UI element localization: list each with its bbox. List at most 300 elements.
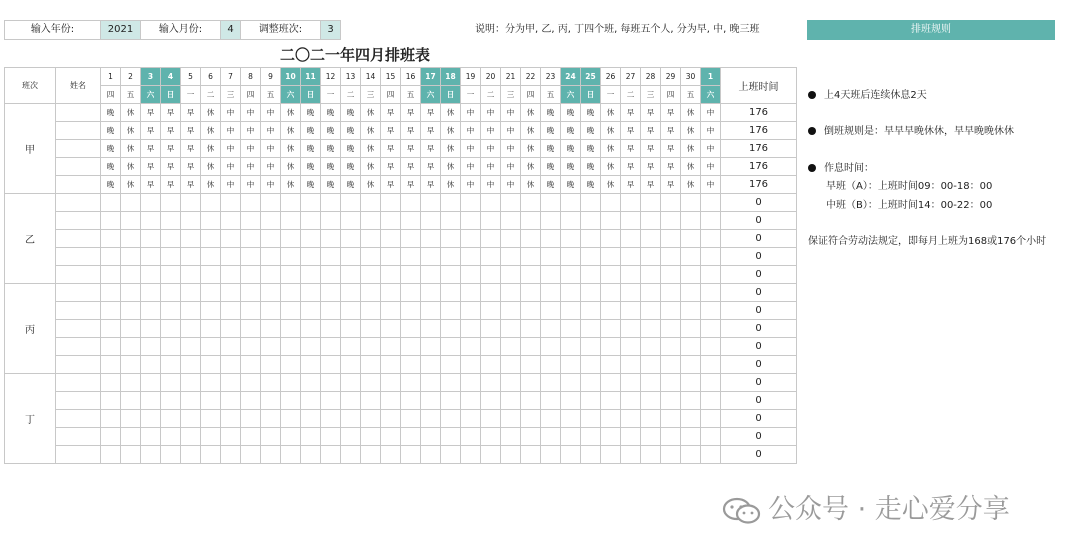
shift-cell[interactable] xyxy=(681,374,701,392)
shift-cell[interactable] xyxy=(321,410,341,428)
shift-cell[interactable] xyxy=(501,428,521,446)
shift-cell[interactable] xyxy=(381,356,401,374)
shift-cell[interactable]: 晚 xyxy=(581,158,601,176)
shift-cell[interactable]: 休 xyxy=(441,158,461,176)
shift-cell[interactable]: 早 xyxy=(141,140,161,158)
shift-cell[interactable] xyxy=(421,266,441,284)
shift-cell[interactable] xyxy=(161,266,181,284)
shift-cell[interactable] xyxy=(441,410,461,428)
shift-cell[interactable] xyxy=(161,212,181,230)
shift-cell[interactable] xyxy=(121,248,141,266)
shift-cell[interactable]: 休 xyxy=(601,104,621,122)
shift-cell[interactable] xyxy=(241,410,261,428)
shift-cell[interactable] xyxy=(321,392,341,410)
shift-cell[interactable] xyxy=(481,320,501,338)
shift-cell[interactable]: 早 xyxy=(401,140,421,158)
shift-cell[interactable] xyxy=(221,428,241,446)
shift-cell[interactable] xyxy=(461,302,481,320)
shift-cell[interactable]: 早 xyxy=(141,104,161,122)
shift-cell[interactable] xyxy=(301,338,321,356)
shift-cell[interactable] xyxy=(401,266,421,284)
employee-name-cell[interactable] xyxy=(56,230,101,248)
shift-cell[interactable]: 早 xyxy=(661,122,681,140)
shift-cell[interactable]: 休 xyxy=(201,122,221,140)
shift-cell[interactable]: 休 xyxy=(441,122,461,140)
shift-cell[interactable]: 休 xyxy=(281,158,301,176)
shift-cell[interactable] xyxy=(541,194,561,212)
employee-name-cell[interactable] xyxy=(56,392,101,410)
shift-cell[interactable]: 休 xyxy=(521,158,541,176)
shift-cell[interactable] xyxy=(361,248,381,266)
shift-cell[interactable]: 中 xyxy=(481,104,501,122)
shift-cell[interactable] xyxy=(701,302,721,320)
shift-cell[interactable] xyxy=(261,356,281,374)
shift-cell[interactable] xyxy=(121,230,141,248)
shift-cell[interactable] xyxy=(381,428,401,446)
shift-cell[interactable]: 晚 xyxy=(301,158,321,176)
shift-cell[interactable] xyxy=(181,320,201,338)
shift-cell[interactable]: 中 xyxy=(481,122,501,140)
shift-cell[interactable] xyxy=(661,230,681,248)
shift-cell[interactable] xyxy=(401,284,421,302)
shift-cell[interactable] xyxy=(421,302,441,320)
employee-name-cell[interactable] xyxy=(56,248,101,266)
shift-cell[interactable] xyxy=(321,356,341,374)
shift-cell[interactable] xyxy=(461,374,481,392)
shift-cell[interactable]: 中 xyxy=(701,104,721,122)
shift-cell[interactable] xyxy=(661,428,681,446)
shift-cell[interactable] xyxy=(281,356,301,374)
shift-cell[interactable] xyxy=(201,374,221,392)
shift-cell[interactable]: 休 xyxy=(521,122,541,140)
shift-cell[interactable] xyxy=(301,194,321,212)
shift-cell[interactable]: 早 xyxy=(621,104,641,122)
shift-cell[interactable] xyxy=(181,446,201,464)
shift-cell[interactable] xyxy=(301,374,321,392)
shift-cell[interactable] xyxy=(441,428,461,446)
shift-cell[interactable] xyxy=(241,356,261,374)
shift-cell[interactable]: 休 xyxy=(201,104,221,122)
shift-cell[interactable]: 早 xyxy=(661,104,681,122)
shift-cell[interactable] xyxy=(321,320,341,338)
shift-cell[interactable] xyxy=(341,194,361,212)
shift-cell[interactable] xyxy=(401,428,421,446)
shift-cell[interactable]: 休 xyxy=(121,140,141,158)
shift-cell[interactable]: 休 xyxy=(601,176,621,194)
shift-cell[interactable] xyxy=(581,392,601,410)
shift-cell[interactable]: 晚 xyxy=(561,122,581,140)
shift-cell[interactable]: 早 xyxy=(621,158,641,176)
shift-cell[interactable] xyxy=(101,356,121,374)
shift-cell[interactable] xyxy=(541,428,561,446)
shift-cell[interactable] xyxy=(281,194,301,212)
shift-cell[interactable] xyxy=(681,356,701,374)
shift-cell[interactable] xyxy=(621,194,641,212)
shift-cell[interactable] xyxy=(201,266,221,284)
shift-cell[interactable] xyxy=(641,410,661,428)
shift-cell[interactable]: 休 xyxy=(441,176,461,194)
shift-cell[interactable] xyxy=(121,320,141,338)
shift-cell[interactable] xyxy=(501,302,521,320)
shift-cell[interactable] xyxy=(341,446,361,464)
shift-cell[interactable]: 晚 xyxy=(301,176,321,194)
shift-cell[interactable] xyxy=(141,338,161,356)
shift-cell[interactable] xyxy=(361,410,381,428)
shift-cell[interactable] xyxy=(221,284,241,302)
shift-cell[interactable] xyxy=(321,284,341,302)
employee-name-cell[interactable] xyxy=(56,158,101,176)
shift-cell[interactable] xyxy=(381,248,401,266)
shift-cell[interactable] xyxy=(401,248,421,266)
employee-name-cell[interactable] xyxy=(56,320,101,338)
shift-cell[interactable] xyxy=(201,446,221,464)
shift-cell[interactable] xyxy=(601,302,621,320)
shift-cell[interactable] xyxy=(241,302,261,320)
shift-cell[interactable] xyxy=(421,392,441,410)
employee-name-cell[interactable] xyxy=(56,176,101,194)
shift-cell[interactable] xyxy=(341,374,361,392)
shift-cell[interactable]: 中 xyxy=(261,104,281,122)
shift-cell[interactable]: 早 xyxy=(161,158,181,176)
shift-cell[interactable]: 晚 xyxy=(341,122,361,140)
shift-cell[interactable] xyxy=(101,428,121,446)
shift-cell[interactable] xyxy=(441,392,461,410)
shift-cell[interactable]: 中 xyxy=(461,158,481,176)
shift-cell[interactable] xyxy=(241,392,261,410)
employee-name-cell[interactable] xyxy=(56,410,101,428)
shift-cell[interactable] xyxy=(181,212,201,230)
shift-cell[interactable] xyxy=(701,230,721,248)
shift-cell[interactable] xyxy=(281,212,301,230)
shift-adjust-input[interactable]: 3 xyxy=(320,20,341,40)
shift-cell[interactable] xyxy=(481,446,501,464)
shift-cell[interactable] xyxy=(601,410,621,428)
shift-cell[interactable] xyxy=(441,266,461,284)
shift-cell[interactable] xyxy=(221,392,241,410)
employee-name-cell[interactable] xyxy=(56,104,101,122)
shift-cell[interactable]: 早 xyxy=(161,104,181,122)
shift-cell[interactable] xyxy=(361,284,381,302)
shift-cell[interactable] xyxy=(221,302,241,320)
shift-cell[interactable] xyxy=(301,230,321,248)
shift-cell[interactable]: 晚 xyxy=(581,140,601,158)
shift-cell[interactable] xyxy=(101,392,121,410)
shift-cell[interactable]: 晚 xyxy=(581,176,601,194)
shift-cell[interactable]: 中 xyxy=(701,158,721,176)
shift-cell[interactable] xyxy=(421,194,441,212)
shift-cell[interactable] xyxy=(261,284,281,302)
shift-cell[interactable] xyxy=(601,284,621,302)
shift-cell[interactable] xyxy=(221,230,241,248)
shift-cell[interactable] xyxy=(161,248,181,266)
shift-cell[interactable] xyxy=(261,446,281,464)
shift-cell[interactable]: 早 xyxy=(661,158,681,176)
shift-cell[interactable] xyxy=(101,230,121,248)
shift-cell[interactable]: 休 xyxy=(361,158,381,176)
shift-cell[interactable] xyxy=(181,392,201,410)
shift-cell[interactable] xyxy=(581,248,601,266)
shift-cell[interactable] xyxy=(441,356,461,374)
shift-cell[interactable] xyxy=(541,284,561,302)
shift-cell[interactable] xyxy=(681,302,701,320)
shift-cell[interactable]: 晚 xyxy=(101,140,121,158)
shift-cell[interactable] xyxy=(621,248,641,266)
shift-cell[interactable] xyxy=(621,302,641,320)
shift-cell[interactable] xyxy=(181,284,201,302)
shift-cell[interactable] xyxy=(661,284,681,302)
shift-cell[interactable] xyxy=(221,212,241,230)
shift-cell[interactable] xyxy=(501,320,521,338)
shift-cell[interactable]: 晚 xyxy=(561,104,581,122)
shift-cell[interactable] xyxy=(441,302,461,320)
shift-cell[interactable]: 早 xyxy=(401,104,421,122)
shift-cell[interactable]: 中 xyxy=(261,176,281,194)
shift-cell[interactable]: 休 xyxy=(121,176,141,194)
shift-cell[interactable] xyxy=(581,212,601,230)
shift-cell[interactable]: 晚 xyxy=(321,158,341,176)
shift-cell[interactable] xyxy=(441,446,461,464)
shift-cell[interactable] xyxy=(661,266,681,284)
shift-cell[interactable] xyxy=(101,410,121,428)
shift-cell[interactable]: 晚 xyxy=(101,104,121,122)
shift-cell[interactable] xyxy=(561,212,581,230)
shift-cell[interactable]: 晚 xyxy=(321,104,341,122)
shift-cell[interactable]: 早 xyxy=(401,122,421,140)
shift-cell[interactable] xyxy=(321,428,341,446)
shift-cell[interactable] xyxy=(441,284,461,302)
shift-cell[interactable] xyxy=(701,248,721,266)
shift-cell[interactable] xyxy=(341,428,361,446)
shift-cell[interactable] xyxy=(181,410,201,428)
shift-cell[interactable] xyxy=(561,410,581,428)
shift-cell[interactable] xyxy=(441,338,461,356)
shift-cell[interactable] xyxy=(261,212,281,230)
shift-cell[interactable]: 中 xyxy=(221,104,241,122)
shift-cell[interactable] xyxy=(281,248,301,266)
shift-cell[interactable] xyxy=(661,374,681,392)
shift-cell[interactable] xyxy=(681,338,701,356)
shift-cell[interactable] xyxy=(261,248,281,266)
employee-name-cell[interactable] xyxy=(56,428,101,446)
shift-cell[interactable] xyxy=(161,338,181,356)
shift-cell[interactable]: 中 xyxy=(221,176,241,194)
shift-cell[interactable] xyxy=(361,212,381,230)
shift-cell[interactable] xyxy=(421,356,441,374)
shift-cell[interactable] xyxy=(621,230,641,248)
shift-cell[interactable] xyxy=(241,320,261,338)
shift-cell[interactable] xyxy=(221,446,241,464)
shift-cell[interactable] xyxy=(281,320,301,338)
shift-cell[interactable] xyxy=(101,446,121,464)
shift-cell[interactable] xyxy=(361,266,381,284)
shift-cell[interactable]: 休 xyxy=(441,140,461,158)
shift-cell[interactable]: 晚 xyxy=(341,140,361,158)
employee-name-cell[interactable] xyxy=(56,356,101,374)
shift-cell[interactable]: 早 xyxy=(401,176,421,194)
shift-cell[interactable] xyxy=(461,446,481,464)
shift-cell[interactable] xyxy=(701,374,721,392)
shift-cell[interactable] xyxy=(381,410,401,428)
shift-cell[interactable]: 休 xyxy=(681,176,701,194)
shift-cell[interactable]: 晚 xyxy=(301,140,321,158)
shift-cell[interactable] xyxy=(541,302,561,320)
shift-cell[interactable]: 中 xyxy=(461,122,481,140)
shift-cell[interactable] xyxy=(541,410,561,428)
shift-cell[interactable] xyxy=(541,374,561,392)
shift-cell[interactable] xyxy=(701,356,721,374)
shift-cell[interactable] xyxy=(361,392,381,410)
shift-cell[interactable] xyxy=(601,230,621,248)
shift-cell[interactable]: 早 xyxy=(421,158,441,176)
shift-cell[interactable] xyxy=(641,230,661,248)
shift-cell[interactable] xyxy=(581,320,601,338)
shift-cell[interactable] xyxy=(321,230,341,248)
shift-cell[interactable] xyxy=(301,410,321,428)
shift-cell[interactable] xyxy=(341,338,361,356)
shift-cell[interactable] xyxy=(101,266,121,284)
shift-cell[interactable] xyxy=(261,230,281,248)
shift-cell[interactable] xyxy=(581,410,601,428)
shift-cell[interactable] xyxy=(181,428,201,446)
shift-cell[interactable] xyxy=(401,302,421,320)
shift-cell[interactable] xyxy=(641,302,661,320)
shift-cell[interactable] xyxy=(401,338,421,356)
shift-cell[interactable] xyxy=(481,212,501,230)
shift-cell[interactable] xyxy=(421,248,441,266)
shift-cell[interactable] xyxy=(281,446,301,464)
shift-cell[interactable] xyxy=(261,194,281,212)
shift-cell[interactable]: 早 xyxy=(141,122,161,140)
shift-cell[interactable] xyxy=(481,410,501,428)
shift-cell[interactable]: 早 xyxy=(381,158,401,176)
shift-cell[interactable] xyxy=(341,320,361,338)
shift-cell[interactable] xyxy=(141,284,161,302)
shift-cell[interactable] xyxy=(241,230,261,248)
shift-cell[interactable] xyxy=(441,374,461,392)
shift-cell[interactable]: 休 xyxy=(441,104,461,122)
shift-cell[interactable] xyxy=(201,428,221,446)
shift-cell[interactable] xyxy=(521,266,541,284)
shift-cell[interactable] xyxy=(121,194,141,212)
shift-cell[interactable]: 早 xyxy=(181,122,201,140)
shift-cell[interactable]: 早 xyxy=(181,104,201,122)
shift-cell[interactable] xyxy=(221,320,241,338)
shift-cell[interactable] xyxy=(201,248,221,266)
shift-cell[interactable] xyxy=(481,230,501,248)
shift-cell[interactable] xyxy=(601,356,621,374)
shift-cell[interactable] xyxy=(621,428,641,446)
shift-cell[interactable]: 休 xyxy=(601,158,621,176)
shift-cell[interactable] xyxy=(201,302,221,320)
shift-cell[interactable] xyxy=(641,374,661,392)
shift-cell[interactable]: 休 xyxy=(681,122,701,140)
shift-cell[interactable] xyxy=(361,230,381,248)
shift-cell[interactable] xyxy=(201,284,221,302)
shift-cell[interactable] xyxy=(521,212,541,230)
shift-cell[interactable] xyxy=(581,266,601,284)
shift-cell[interactable] xyxy=(181,338,201,356)
shift-cell[interactable] xyxy=(221,266,241,284)
shift-cell[interactable] xyxy=(701,284,721,302)
shift-cell[interactable]: 中 xyxy=(461,176,481,194)
shift-cell[interactable]: 晚 xyxy=(541,140,561,158)
shift-cell[interactable] xyxy=(401,230,421,248)
shift-cell[interactable] xyxy=(581,194,601,212)
shift-cell[interactable] xyxy=(681,284,701,302)
shift-cell[interactable]: 休 xyxy=(121,122,141,140)
shift-cell[interactable]: 中 xyxy=(481,140,501,158)
shift-cell[interactable] xyxy=(281,428,301,446)
shift-cell[interactable] xyxy=(701,320,721,338)
employee-name-cell[interactable] xyxy=(56,212,101,230)
shift-cell[interactable]: 早 xyxy=(161,140,181,158)
employee-name-cell[interactable] xyxy=(56,302,101,320)
shift-cell[interactable]: 晚 xyxy=(581,104,601,122)
shift-cell[interactable] xyxy=(501,374,521,392)
shift-cell[interactable] xyxy=(101,374,121,392)
shift-cell[interactable] xyxy=(461,212,481,230)
shift-cell[interactable] xyxy=(561,446,581,464)
shift-cell[interactable] xyxy=(541,266,561,284)
shift-cell[interactable] xyxy=(501,446,521,464)
shift-cell[interactable] xyxy=(681,230,701,248)
shift-cell[interactable] xyxy=(641,356,661,374)
shift-cell[interactable] xyxy=(101,320,121,338)
shift-cell[interactable] xyxy=(501,248,521,266)
shift-cell[interactable] xyxy=(341,212,361,230)
shift-cell[interactable] xyxy=(121,374,141,392)
shift-cell[interactable] xyxy=(701,266,721,284)
shift-cell[interactable]: 中 xyxy=(501,122,521,140)
shift-cell[interactable] xyxy=(541,338,561,356)
shift-cell[interactable] xyxy=(281,374,301,392)
shift-cell[interactable]: 早 xyxy=(621,122,641,140)
shift-cell[interactable] xyxy=(661,302,681,320)
shift-cell[interactable] xyxy=(521,410,541,428)
shift-cell[interactable]: 中 xyxy=(241,176,261,194)
shift-cell[interactable] xyxy=(581,230,601,248)
shift-cell[interactable] xyxy=(681,410,701,428)
shift-cell[interactable] xyxy=(521,446,541,464)
shift-cell[interactable] xyxy=(341,356,361,374)
shift-cell[interactable]: 晚 xyxy=(561,158,581,176)
shift-cell[interactable] xyxy=(421,320,441,338)
shift-cell[interactable] xyxy=(501,266,521,284)
shift-cell[interactable] xyxy=(461,248,481,266)
shift-cell[interactable]: 晚 xyxy=(101,176,121,194)
shift-cell[interactable] xyxy=(201,320,221,338)
shift-cell[interactable] xyxy=(681,212,701,230)
shift-cell[interactable] xyxy=(441,320,461,338)
shift-cell[interactable] xyxy=(421,374,441,392)
shift-cell[interactable] xyxy=(421,428,441,446)
shift-cell[interactable] xyxy=(641,320,661,338)
shift-cell[interactable] xyxy=(381,230,401,248)
shift-cell[interactable]: 中 xyxy=(701,176,721,194)
shift-cell[interactable] xyxy=(221,410,241,428)
shift-cell[interactable] xyxy=(321,302,341,320)
shift-cell[interactable] xyxy=(261,392,281,410)
shift-cell[interactable] xyxy=(301,320,321,338)
shift-cell[interactable] xyxy=(341,266,361,284)
shift-cell[interactable] xyxy=(641,428,661,446)
shift-cell[interactable] xyxy=(681,392,701,410)
shift-cell[interactable] xyxy=(241,284,261,302)
shift-cell[interactable]: 晚 xyxy=(301,104,321,122)
shift-cell[interactable]: 休 xyxy=(521,176,541,194)
shift-cell[interactable] xyxy=(461,230,481,248)
shift-cell[interactable] xyxy=(501,194,521,212)
